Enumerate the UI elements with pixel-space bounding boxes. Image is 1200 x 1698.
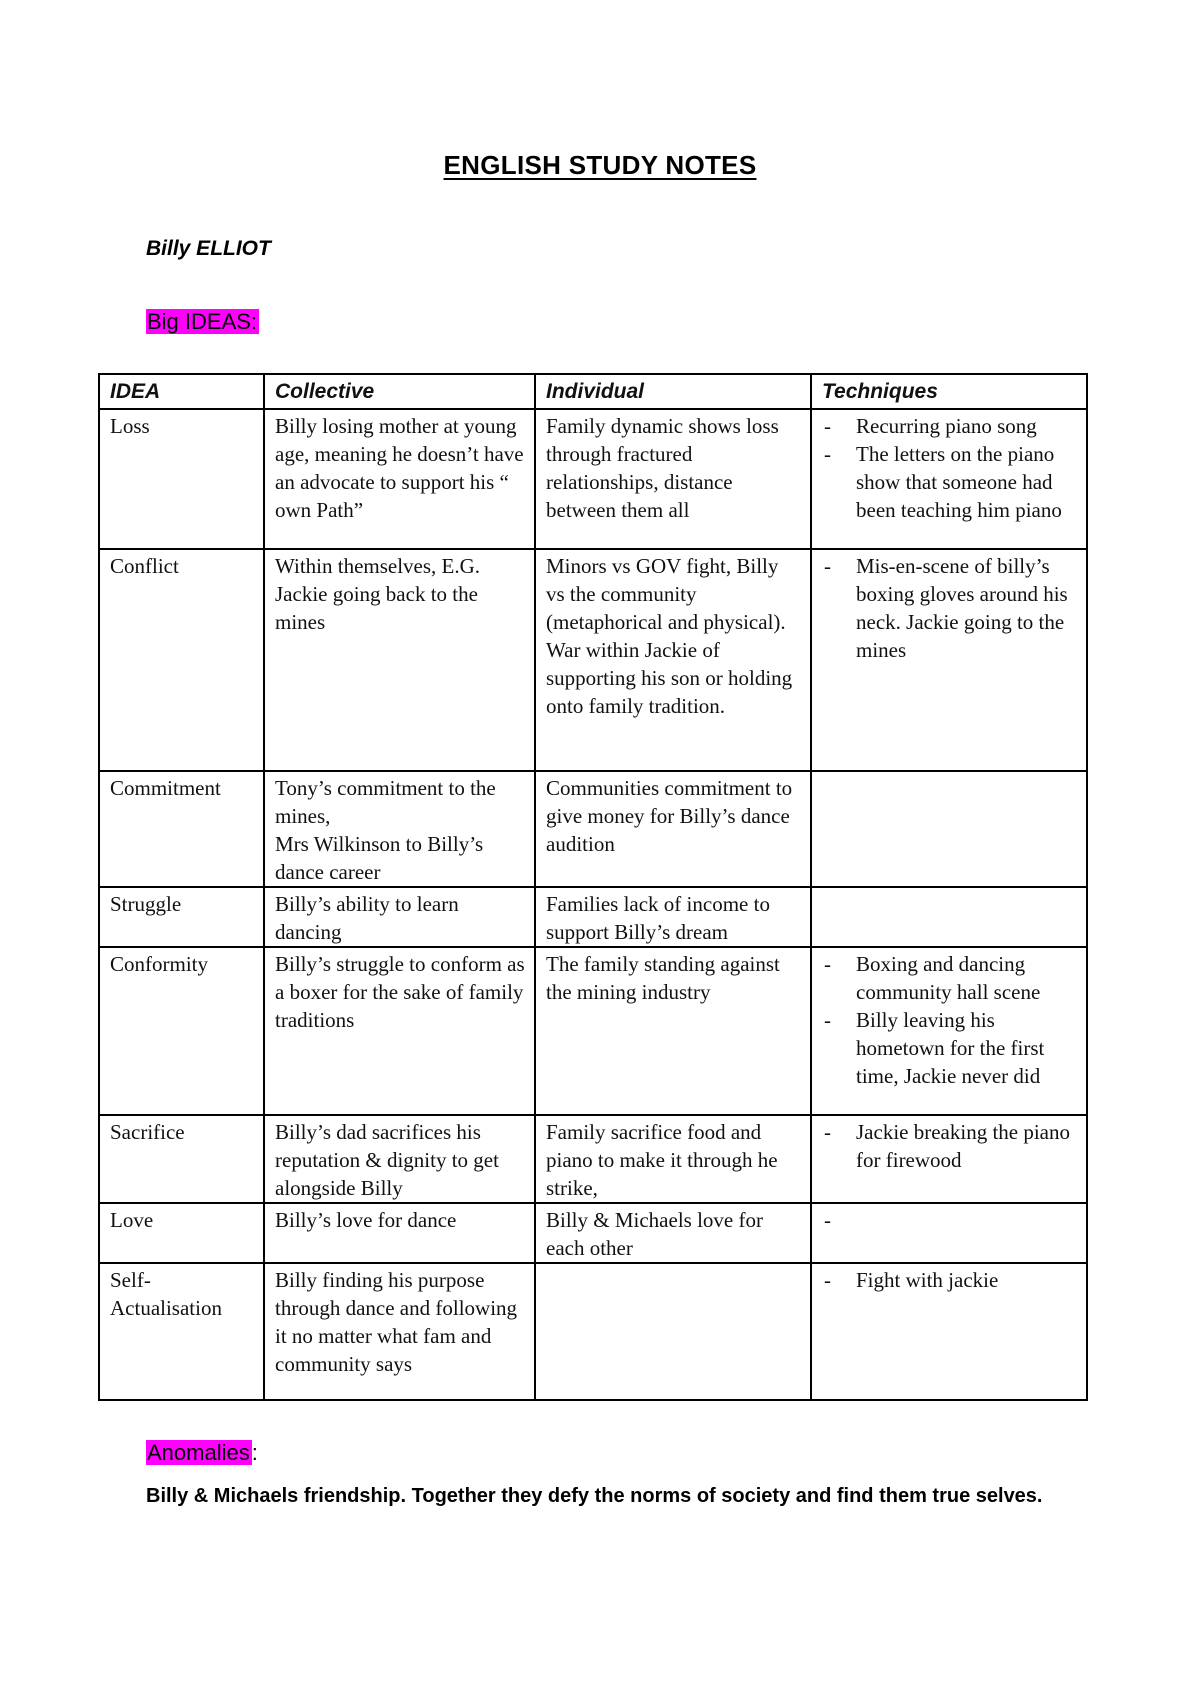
individual-text: Communities commitment to give money for Billy’s dance audition: [546, 776, 793, 856]
collective-text: Billy’s struggle to conform as a boxer for the sake of family traditions: [275, 952, 525, 1032]
anomalies-highlight: Anomalies: [147, 1440, 250, 1465]
individual-text: The family standing against the mining industry: [546, 952, 780, 1004]
big-ideas-heading: [146, 309, 259, 335]
idea-cell: [99, 947, 264, 1115]
collective-cell: [264, 409, 535, 549]
collective-cell: [264, 771, 535, 887]
table-row: [99, 771, 1087, 887]
collective-cell: [264, 947, 535, 1115]
idea-cell: [99, 1115, 264, 1203]
technique-item: - Mis-en-scene of billy’s boxing gloves around his neck. Jackie going to the mines: [822, 552, 1078, 664]
anomalies-colon: :: [251, 1440, 258, 1465]
anomalies-heading: [146, 1440, 258, 1466]
document-subtitle: Billy ELLIOT: [146, 237, 271, 260]
header-collective: Collective: [264, 374, 535, 409]
anomalies-note: [146, 1481, 1066, 1511]
individual-cell: [535, 887, 811, 947]
table-row: [99, 1263, 1087, 1400]
idea-cell: [99, 771, 264, 887]
technique-item: - Billy leaving his hometown for the first time, Jackie never did: [822, 1006, 1078, 1090]
table-row: [99, 1115, 1087, 1203]
idea-label: Sacrifice: [110, 1120, 185, 1144]
collective-text: Billy’s love for dance: [275, 1208, 457, 1232]
techniques-cell: [811, 771, 1087, 887]
idea-label: Commitment: [110, 776, 221, 800]
individual-cell: [535, 1203, 811, 1263]
idea-label: Struggle: [110, 892, 182, 916]
header-individual: Individual: [535, 374, 811, 409]
techniques-list: [822, 1266, 1078, 1294]
table-row: [99, 887, 1087, 947]
techniques-cell: [811, 1263, 1087, 1400]
individual-cell: [535, 947, 811, 1115]
collective-cell: [264, 549, 535, 771]
individual-text: Minors vs GOV fight, Billy vs the community (metaphorical and physical).: [546, 554, 786, 634]
collective-text: Billy losing mother at young age, meaning he doesn’t have an advocate to support his “ own Path”: [275, 414, 524, 522]
table-row: [99, 409, 1087, 549]
idea-label: Conflict: [110, 554, 179, 578]
collective-cell: [264, 1115, 535, 1203]
collective-cell: [264, 1203, 535, 1263]
techniques-list: [822, 1118, 1078, 1174]
individual-text: Family sacrifice food and piano to make it through he strike,: [546, 1120, 778, 1200]
individual-cell: [535, 409, 811, 549]
techniques-cell: [811, 409, 1087, 549]
technique-item: - The letters on the piano show that someone had been teaching him piano: [822, 440, 1078, 524]
collective-text: Mrs Wilkinson to Billy’s dance career: [275, 832, 484, 884]
collective-cell: [264, 1263, 535, 1400]
anomalies-note-bold: Billy & Michaels friendship.: [146, 1485, 407, 1507]
table-row: [99, 549, 1087, 771]
collective-text: Tony’s commitment to the mines,: [275, 776, 496, 828]
header-idea: IDEA: [99, 374, 264, 409]
collective-text: Within themselves, E.G. Jackie going back to the mines: [275, 554, 481, 634]
techniques-list: [822, 552, 1078, 664]
techniques-cell: [811, 887, 1087, 947]
table-row: [99, 947, 1087, 1115]
idea-cell: [99, 1263, 264, 1400]
techniques-list: [822, 950, 1078, 1090]
idea-label: Loss: [110, 414, 150, 438]
header-techniques: Techniques: [811, 374, 1087, 409]
technique-item: - Jackie breaking the piano for firewood: [822, 1118, 1078, 1174]
table-header-row: [99, 374, 1087, 409]
technique-item: - Recurring piano song: [822, 412, 1078, 440]
individual-cell: [535, 549, 811, 771]
individual-cell: [535, 771, 811, 887]
table-row: [99, 1203, 1087, 1263]
ideas-table-body: [99, 409, 1087, 1400]
ideas-table: [98, 373, 1088, 1401]
collective-text: Billy’s ability to learn dancing: [275, 892, 459, 944]
individual-text: Families lack of income to support Billy’s dream: [546, 892, 770, 944]
anomalies-note-text: Together they defy the norms of society and find them true selves.: [406, 1485, 1043, 1507]
collective-text: Billy’s dad sacrifices his reputation & dignity to get alongside Billy: [275, 1120, 499, 1200]
techniques-list: [822, 412, 1078, 524]
individual-text: War within Jackie of supporting his son or holding onto family tradition.: [546, 638, 793, 718]
individual-cell: [535, 1115, 811, 1203]
techniques-cell: [811, 947, 1087, 1115]
individual-text: Family dynamic shows loss through fractured relationships, distance between them all: [546, 414, 779, 522]
big-ideas-highlight: Big IDEAS:: [147, 309, 258, 334]
idea-cell: [99, 1203, 264, 1263]
individual-text: Billy & Michaels love for each other: [546, 1208, 763, 1260]
technique-item: - Boxing and dancing community hall scene: [822, 950, 1078, 1006]
idea-label: Love: [110, 1208, 154, 1232]
idea-cell: [99, 409, 264, 549]
techniques-cell: [811, 549, 1087, 771]
individual-cell: [535, 1263, 811, 1400]
collective-cell: [264, 887, 535, 947]
techniques-cell: [811, 1115, 1087, 1203]
page-title: ENGLISH STUDY NOTES: [443, 150, 757, 180]
idea-label: Conformity: [110, 952, 208, 976]
idea-cell: [99, 887, 264, 947]
idea-label: Self-Actualisation: [110, 1268, 222, 1320]
collective-text: Billy finding his purpose through dance and following it no matter what fam and community says: [275, 1268, 518, 1376]
technique-item: - Fight with jackie: [822, 1266, 1078, 1294]
techniques-cell: [811, 1203, 1087, 1263]
idea-cell: [99, 549, 264, 771]
